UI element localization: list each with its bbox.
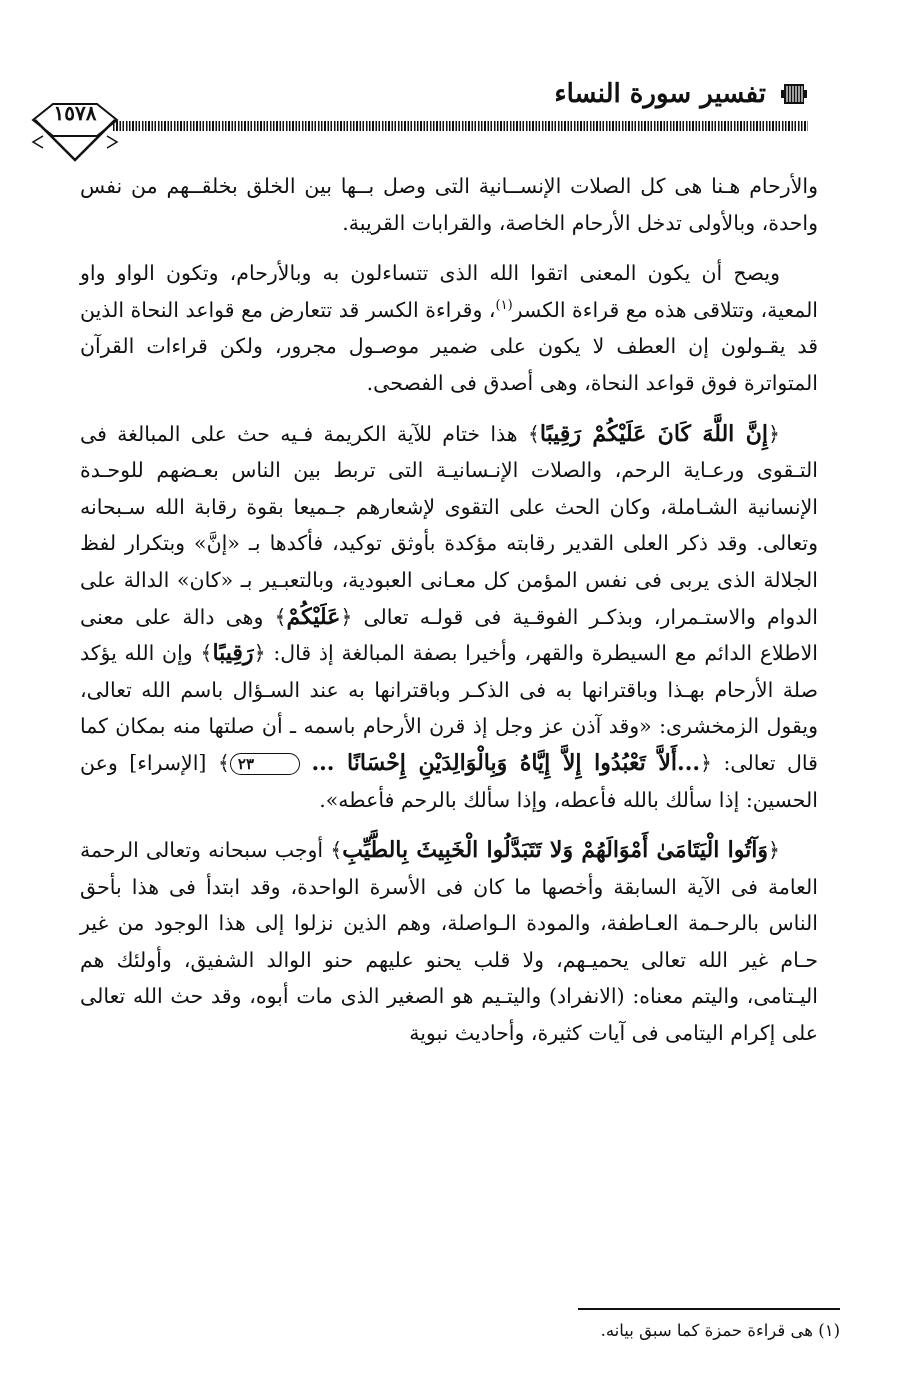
verse-open-bracket: ﴿ <box>253 641 266 666</box>
quran-verse: عَلَيْكُمْ <box>286 603 341 630</box>
paragraph-text: ويصح أن يكون المعنى اتقوا الله الذى تتساءلون به وبالأرحام، وتكون الواو واو المعية، وتتلاقى هذه مع قراءة الكسر <box>80 261 819 322</box>
footnote: (١) هى قراءة حمزة كما سبق بيانه. <box>600 1321 840 1340</box>
paragraph-text: هذا ختام للآية الكريمة فـيه حث على المبالغة فى التـقوى ورعـاية الرحم، والصلات الإنـسانيـة التى تربط بين الناس بعـضهم للوحـدة الإنسانية الشـاملة، وكان الحث على التقوى لإشعارهم جـميعا بقوة رقابة الله سـبحانه وتعالى. وقد ذكر العلى القدير رقابته مؤكدة بأوثق توكيد، فأكدها بـ «إنَّ» وبتكرار لفظ الجلالة الذى يربى فى نفس المؤمن كل معـانى العبودية، وبالتعبـير بـ «كان» الدالة على الدوام والاستـمرار، وبذكـر الفوقـية فى قولـه تعالى <box>80 421 818 629</box>
verse-close-bracket: ﴾ <box>330 838 343 863</box>
verse-close-bracket: ﴾ <box>527 421 540 446</box>
surah-title: تفسير سورة النساء <box>554 79 766 109</box>
paragraph-1 <box>80 168 818 241</box>
ayah-number: ٢٣ <box>230 753 300 775</box>
paragraph-text: وإن الله يؤكد صلة الأرحام بهـذا وباقترانها به فى الذكـر وباقترانها به عند السـؤال باسم الله تعالى، ويقول الزمخشرى: «وقد آذن عز وجل إذ قرن الأرحام باسمه ـ أن صلتها منه بمكان كما قال تعالى: <box>80 641 818 775</box>
quran-verse: ...أَلاَّ تَعْبُدُوا إِلاَّ إِيَّاهُ وَبِالْوَالِدَيْنِ إِحْسَانًا ... <box>311 749 701 776</box>
surah-reference: [الإسراء] <box>129 750 207 775</box>
ornament-icon <box>780 80 808 108</box>
quran-verse: إِنَّ اللَّهَ كَانَ عَلَيْكُمْ رَقِيبًا <box>539 420 768 447</box>
paragraph-text: وهى دالة على معنى الاطلاع الدائم مع السيطرة والقهر، وأخيرا بصفة المبالغة إذ قال: <box>80 604 818 666</box>
header-rule <box>113 121 808 131</box>
paragraph-text: والأرحام هـنا هى كل الصلات الإنســانية التى وصل بــها بين الخلق بخلقــهم من نفس واحدة، وبالأولى تدخل الأرحام الخاصة، والقرابات القريبة. <box>80 174 818 235</box>
verse-close-bracket: ﴾ <box>200 641 213 666</box>
verse-close-bracket: ﴾ <box>274 604 287 629</box>
quran-verse: وَآتُوا الْيَتَامَىٰ أَمْوَالَهُمْ وَلا تَتَبَدَّلُوا الْخَبِيثَ بِالطَّيِّبِ <box>342 837 768 864</box>
footnote-rule <box>578 1308 840 1310</box>
paragraph-4 <box>80 832 818 1052</box>
running-header <box>554 70 808 118</box>
paragraph-3 <box>80 416 818 819</box>
verse-open-bracket: ﴿ <box>767 421 780 446</box>
main-text <box>80 168 818 1066</box>
verse-open-bracket: ﴿ <box>340 604 353 629</box>
verse-close-bracket: ﴾ <box>217 750 230 775</box>
paragraph-text: أوجب سبحانه وتعالى الرحمة العامة فى الآية السابقة وأخصها ما كان فى الأسرة الواحدة، وقد ابتدأ فى هذا بأحق الناس بالرحـمة العـاطفة، والمودة الـواصلة، وهم الذين نزلوا إلى هذا الوجود من غير حـام غير الله تعالى يحميـهم، ولا قلب يحنو عليهم حنو الوالد الشفيق، وأولئك هم اليـتامى، واليتم معناه: (الانفراد) واليتـيم هو الصغير الذى مات أبوه، وقد حث الله تعالى على إكرام اليتامى فى آيات كثيرة، وأحاديث نبوية <box>80 838 818 1046</box>
verse-open-bracket: ﴿ <box>767 838 780 863</box>
paragraph-2 <box>80 255 818 401</box>
paragraph-text: وعن الحسين: إذا سألك بالله فأعطه، وإذا سألك بالرحم فأعطه». <box>80 750 818 812</box>
verse-open-bracket: ﴿ <box>700 750 713 775</box>
paragraph-text: ، وقراءة الكسر قد تتعارض مع قواعد النحاة الذين قد يقـولون إن العطف لا يكون على ضمير موصـول مجرور، ولكن قراءات القرآن المتواترة فوق قواعد النحاة، وهى أصدق فى الفصحى. <box>80 297 818 395</box>
page-number: ١٥٧٨ <box>53 101 97 125</box>
quran-verse: رَقِيبًا <box>212 640 254 667</box>
footnote-marker: (١) <box>495 297 513 313</box>
